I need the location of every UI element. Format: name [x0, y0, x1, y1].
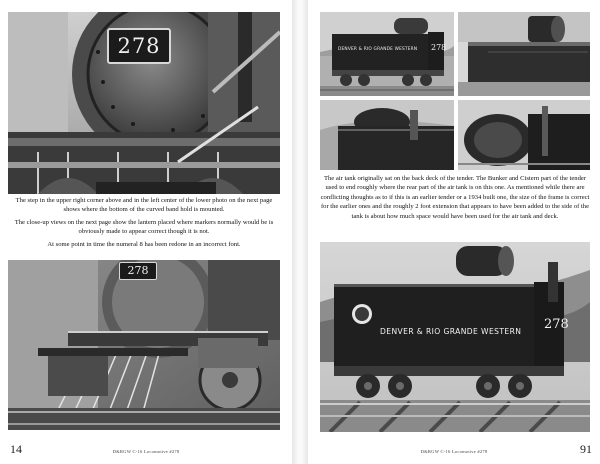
number-plate-small-text: 278: [127, 264, 149, 277]
left-caption: [8, 196, 280, 252]
pilot-closeup-photo: [8, 260, 280, 430]
right-footer: D&RGW C-16 Locomotive #278: [420, 449, 488, 454]
right-page-number: 91: [580, 442, 592, 456]
right-caption-paragraph: The air tank originally sat on the back deck of the tender. The Bunker and Cistern part of the tender used to end roughly where the rear part of the air tank is on this one. As mentioned while there are conflicting thoughts as to if this is an earlier tender or a 1934 built one, the size of the frame is correct for the earlier ones and the roughly 2 foot extension that appears to have been added to the side of the tank is about how much space would have been used for the air tank and deck.: [320, 175, 590, 220]
number-plate-text: 278: [117, 34, 161, 58]
right-page: [308, 0, 600, 464]
left-page-number: 14: [10, 442, 22, 456]
number-plate-small: [119, 262, 157, 280]
left-caption-paragraph-3: At some point in time the numeral 8 has been redone in an incorrect font.: [47, 240, 241, 248]
number-plate: [107, 28, 171, 64]
left-page: [0, 0, 292, 464]
tender-side-lettering: DENVER & RIO GRANDE WESTERN: [338, 47, 418, 52]
tender-lettering: DENVER & RIO GRANDE WESTERN: [380, 327, 522, 336]
tender-side-photo: [320, 12, 454, 96]
air-tank-angle-photo: [458, 12, 590, 96]
tender-number: 278: [544, 317, 569, 332]
right-caption: [320, 174, 590, 224]
tank-top-photo: [320, 100, 454, 170]
tender-side-number: 278: [431, 43, 447, 52]
book-gutter: [292, 0, 308, 464]
left-caption-paragraph-1: The step in the upper right corner above and in the left center of the lower photo on the next page shows where the bottom of the curved band hold is mounted.: [15, 197, 273, 214]
tender-full-photo: [320, 242, 590, 432]
smokebox-front-photo: [8, 12, 280, 194]
left-caption-paragraph-2: The close-up views on the next page show the lantern placed where markers normally would be is obviously made to appear correct though it is not.: [14, 218, 274, 236]
tank-closeup-photo: [458, 100, 590, 170]
left-footer: D&RGW C-16 Locomotive #278: [112, 449, 180, 454]
